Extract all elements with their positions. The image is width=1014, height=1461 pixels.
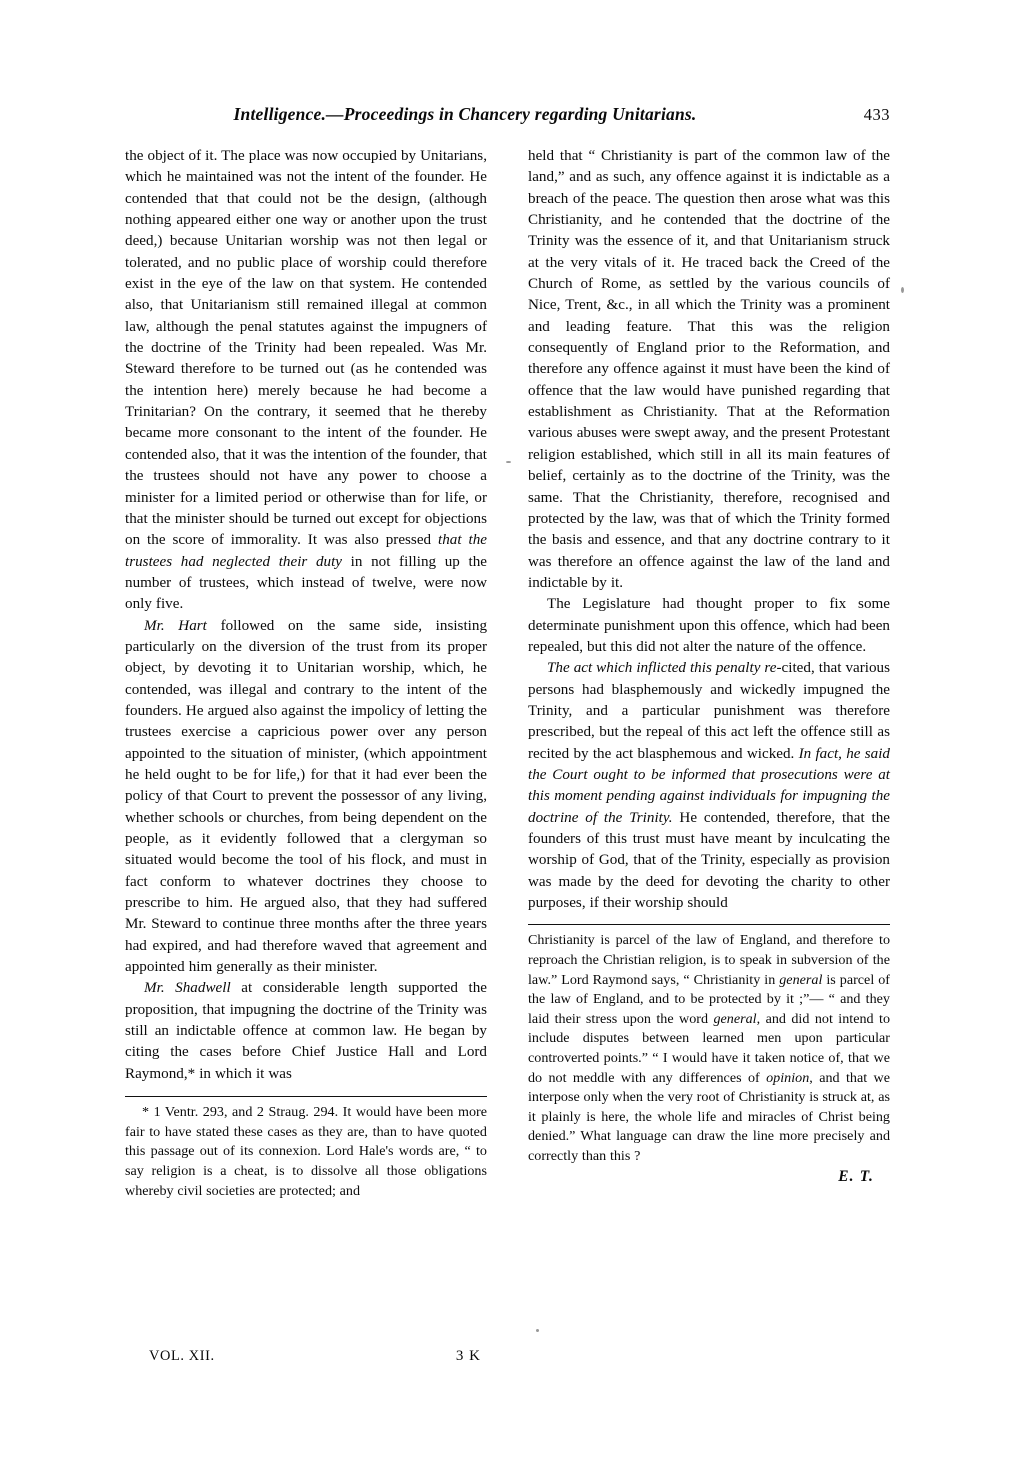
italic-run: general — [713, 1010, 757, 1027]
footnote-text-left — [125, 1103, 487, 1201]
italic-run: that the trustees had neglected their duty — [125, 532, 487, 570]
italic-run: opinion — [766, 1069, 810, 1086]
text-run: , and that we interpose only when the very root of Christianity is struck at, as it plainly is here, the whole life and miracles of Christ being denied.” What language can draw the line more precisely and correctly than this ? — [528, 1069, 890, 1164]
body-paragraph — [528, 658, 890, 914]
text-run: Christianity is parcel of the law of England, and therefore to reproach the Christian religion, is to speak in subversion of the law.” Lord Raymond says, “ Christianity in — [528, 932, 890, 988]
footnote-text-right — [528, 931, 890, 1166]
text-run: followed on the same side, insisting particularly on the diversion of the trust from its proper object, by devoting it to Unitarian worship, which, he contended, was illegal and contrary to the intent of the founders. He argued also against the impolicy of letting the trustees exercise a capricious power over any person appointed to the situation of minister, (which appointment he held ought to be for life,) for that it had ever been the policy of that Court to prevent the possessor of any living, whether schools or churches, from being dependent on the people, as it evidently followed that a clergyman so situated would become the tool of his flock, and must in fact conform to whatever doctrines they choose to prescribe to him. He argued also, that they had suffered Mr. Steward to continue three months after the three years had expired, and had therefore waved that agreement and appointed him generally as their minister. — [125, 617, 488, 976]
running-head — [125, 104, 890, 134]
text-run: , and did not intend to include disputes between learned men upon particular controverted points.” “ I would have it taken notice of, that we do not meddle with any differences of — [528, 1010, 891, 1086]
right-footnote — [528, 931, 890, 1185]
volume-label: VOL. XII. — [149, 1348, 215, 1364]
text-run: held that “ Christianity is part of the common law of the land,” and as such, any offence against it is indictable as a breach of the peace. The question then arose what was this Christianity, and he contended that the doctrine of the Trinity was the essence of it, and that Unitarianism struck at the very vitals of it. He traced back the Creed of the Church of Rome, as settled by the various councils of Nice, Trent, &c., in all which the Trinity was a prominent and leading feature. That this was the religion consequently of England prior to the Reformation, and therefore any offence against it must have been the kind of offence that the law would have punished regarding that establishment as Christianity. That at the Reformation various abuses were swept away, and the present Protestant religion established, which still in all its main features of belief, certainly as to the doctrine of the Trinity, was the same. That the Christianity, therefore, recognised and protected by the law, was that of which the Trinity formed the basis and essence, and that any doctrine contrary to it was therefore an offence against the law of the land and indictable by it. — [528, 148, 890, 591]
right-column — [528, 146, 890, 1186]
body-paragraph — [125, 146, 487, 616]
left-column-body — [125, 146, 487, 1085]
text-run: The Legislature had thought proper to fix some determinate punishment upon this offence, which had been repealed, but this did not alter the nature of the offence. — [528, 596, 890, 655]
italic-run: In fact, he said the Court ought to be informed that prosecutions were at this moment pending against individuals for impugning the doctrine of the Trinity. — [528, 745, 890, 826]
right-column-body — [528, 146, 890, 914]
body-paragraph — [125, 616, 487, 979]
signature-mark: 3 K — [455, 1348, 481, 1364]
text-run: is parcel of the law of England, and to be protected by it ;”— “ and they laid their stress upon the word — [528, 971, 890, 1027]
left-column — [125, 146, 487, 1201]
text-run: He contended, therefore, that the founders of this trust must have meant by inculcating the worship of God, that of the Trinity, especially as provision was made by the deed for devoting the charity to other purposes, if their worship should — [528, 809, 890, 912]
foot-line — [125, 1348, 487, 1370]
scan-speck — [506, 461, 511, 463]
italic-run: Mr. Shadwell — [144, 980, 231, 997]
body-paragraph — [125, 978, 487, 1085]
author-signoff: E. T. — [838, 1167, 874, 1185]
body-paragraph — [528, 146, 890, 594]
footnote-rule-right — [528, 924, 890, 925]
page-number: 433 — [863, 105, 890, 124]
scan-speck — [536, 1329, 539, 1332]
left-footnote — [125, 1103, 487, 1201]
italic-run: The act which inflicted this penalty re- — [547, 660, 782, 677]
body-paragraph — [528, 594, 890, 658]
italic-run: Mr. Hart — [144, 617, 207, 634]
italic-run: general — [779, 971, 823, 988]
scan-speck — [901, 287, 904, 293]
running-head-title: Intelligence.—Proceedings in Chancery regarding Unitarians. — [233, 104, 697, 124]
text-run: in not filling up the number of trustees, which instead of twelve, were now only five. — [125, 553, 487, 613]
text-run: at considerable length supported the proposition, that impugning the doctrine of the Trinity was still an indictable offence at common law. He began by citing the cases before Chief Justice Hall and Lord Raymond,* in which it was — [125, 980, 487, 1082]
text-run: the object of it. The place was now occupied by Unitarians, which he maintained was not the intent of the founder. He contended that that could not be the design, (although nothing appeared either one way or another upon the trust deed,) because Unitarian worship was not then legal or tolerated, and no public place of worship could therefore exist in the eye of the law on that system. He contended also, that Unitarianism still remained illegal at common law, although the penal statutes against the impugners of the doctrine of the Trinity had been repealed. Was Mr. Steward therefore to be turned out (as he contended was the intention here) merely because he had become a Trinitarian? On the contrary, it seemed that he thereby became more consonant to the intent of the founder. He contended also, that it was the intention of the founder, that the trustees should not have any power to choose a minister for a limited period or otherwise than for life, or that the minister should be turned out except for objections on the score of immorality. It was also pressed — [125, 148, 487, 549]
text-run: * 1 Ventr. 293, and 2 Straug. 294. It would have been more fair to have stated these cases as they are, than to have quoted this passage out of its connexion. Lord Hale's words are, “ to say religion is a cheat, is to dissolve all those obligations whereby civil societies are protected; and — [125, 1104, 487, 1199]
footnote-rule-left — [125, 1096, 487, 1097]
text-run: cited, that various persons had blasphemously and wickedly impugned the Trinity, and a particular punishment was therefore prescribed, but the repeal of this act left the offence still as recited by the act blasphemous and wicked. — [528, 660, 891, 762]
